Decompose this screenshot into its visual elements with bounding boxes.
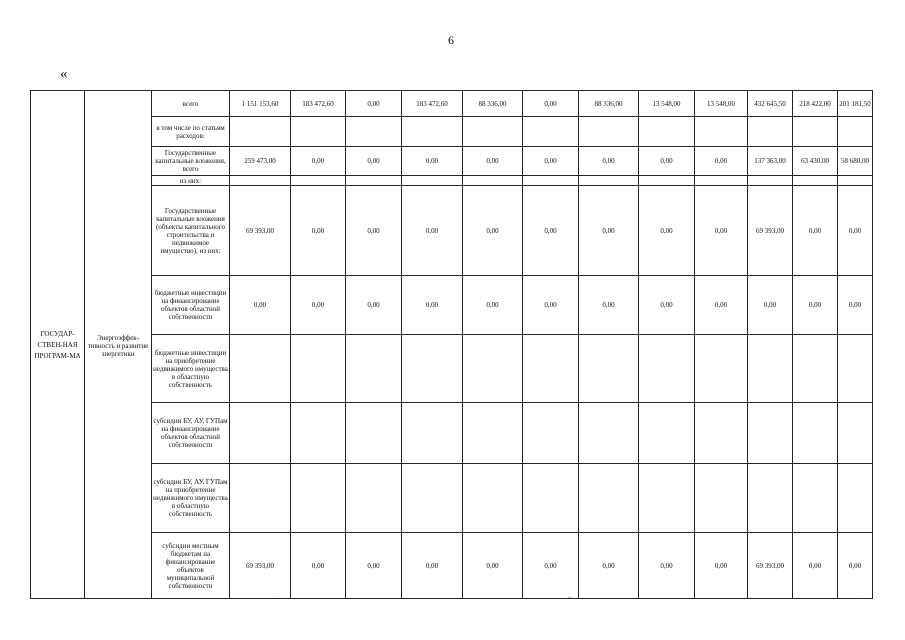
value-cell: 137 363,00 <box>748 147 793 176</box>
value-cell <box>793 335 838 403</box>
value-cell: 0,00 <box>346 147 402 176</box>
value-cell: 1 151 153,60 <box>230 91 291 117</box>
value-cell: 0,00 <box>793 186 838 276</box>
value-cell <box>291 335 346 403</box>
value-cell <box>346 335 402 403</box>
table-row <box>31 147 873 176</box>
value-cell: 13 548,00 <box>639 91 695 117</box>
value-cell <box>639 117 695 147</box>
value-cell <box>402 176 463 186</box>
value-cell <box>346 117 402 147</box>
table-row <box>31 91 873 117</box>
table-row <box>31 186 873 276</box>
value-cell <box>346 176 402 186</box>
value-cell: 0,00 <box>695 186 748 276</box>
value-cell <box>523 335 579 403</box>
value-cell: 0,00 <box>463 276 523 335</box>
value-cell: 0,00 <box>579 147 639 176</box>
value-cell: 0,00 <box>523 186 579 276</box>
value-cell <box>523 464 579 533</box>
table-row <box>31 403 873 464</box>
value-cell <box>793 464 838 533</box>
value-cell: 58 680,00 <box>838 147 873 176</box>
value-cell: 0,00 <box>695 533 748 599</box>
value-cell <box>402 464 463 533</box>
value-cell: 0,00 <box>639 533 695 599</box>
value-cell <box>346 464 402 533</box>
value-cell <box>523 176 579 186</box>
value-cell: 0,00 <box>523 91 579 117</box>
value-cell: 0,00 <box>230 276 291 335</box>
page-number: 6 <box>448 33 454 47</box>
value-cell <box>748 464 793 533</box>
value-cell: 218 422,00 <box>793 91 838 117</box>
row-label: в том числе по статьям расходов: <box>152 117 230 147</box>
value-cell <box>402 403 463 464</box>
value-cell <box>291 176 346 186</box>
value-cell <box>230 464 291 533</box>
value-cell: 0,00 <box>291 533 346 599</box>
value-cell: 0,00 <box>695 147 748 176</box>
row-label: субсидии БУ, АУ, ГУПам на приобретение недвижимого имущества в областную собственность <box>152 464 230 533</box>
value-cell <box>695 403 748 464</box>
value-cell <box>579 117 639 147</box>
value-cell <box>748 335 793 403</box>
value-cell <box>695 117 748 147</box>
value-cell: 0,00 <box>346 276 402 335</box>
value-cell <box>748 176 793 186</box>
value-cell <box>579 176 639 186</box>
value-cell <box>579 464 639 533</box>
value-cell <box>639 335 695 403</box>
value-cell: 432 645,50 <box>748 91 793 117</box>
row-label: бюджетные инвестиции на финансирование объектов областной собственности <box>152 276 230 335</box>
value-cell: 0,00 <box>291 147 346 176</box>
value-cell <box>291 403 346 464</box>
value-cell <box>230 335 291 403</box>
value-cell: 0,00 <box>838 533 873 599</box>
value-cell: 183 472,60 <box>291 91 346 117</box>
value-cell: 0,00 <box>838 276 873 335</box>
value-cell: 13 548,00 <box>695 91 748 117</box>
budget-table <box>30 90 873 599</box>
table-row <box>31 533 873 599</box>
value-cell <box>639 464 695 533</box>
row-label: субсидии местным бюджетам на финансирование объектов муниципальной собственности <box>152 533 230 599</box>
value-cell: 0,00 <box>346 91 402 117</box>
value-cell <box>838 403 873 464</box>
table-row <box>31 464 873 533</box>
value-cell: 69 393,00 <box>230 533 291 599</box>
value-cell <box>748 117 793 147</box>
value-cell: 0,00 <box>291 186 346 276</box>
value-cell: 0,00 <box>793 276 838 335</box>
value-cell <box>402 335 463 403</box>
value-cell <box>695 464 748 533</box>
value-cell <box>523 403 579 464</box>
value-cell: 0,00 <box>579 276 639 335</box>
value-cell <box>639 176 695 186</box>
value-cell <box>695 176 748 186</box>
value-cell: 69 393,00 <box>748 533 793 599</box>
value-cell: 0,00 <box>639 186 695 276</box>
opening-quote: « <box>60 66 68 82</box>
value-cell: 0,00 <box>402 186 463 276</box>
value-cell: 0,00 <box>579 533 639 599</box>
value-cell <box>579 403 639 464</box>
value-cell: 0,00 <box>402 533 463 599</box>
value-cell: 88 336,00 <box>463 91 523 117</box>
table-row <box>31 276 873 335</box>
value-cell <box>463 464 523 533</box>
value-cell <box>838 176 873 186</box>
row-label: Государственные капитальные вложения (объекты капитального строительства и недвижимое имущество), из них: <box>152 186 230 276</box>
value-cell <box>639 403 695 464</box>
value-cell: 88 336,00 <box>579 91 639 117</box>
value-cell <box>463 176 523 186</box>
value-cell <box>793 403 838 464</box>
scan-mark: ~ <box>568 594 572 602</box>
value-cell <box>402 117 463 147</box>
table-row <box>31 176 873 186</box>
value-cell: 69 393,00 <box>230 186 291 276</box>
row-label: субсидии БУ, АУ, ГУПам на финансирование объектов областной собственности <box>152 403 230 464</box>
row-label: всего <box>152 91 230 117</box>
value-cell <box>463 403 523 464</box>
value-cell <box>463 335 523 403</box>
value-cell <box>523 117 579 147</box>
value-cell: 0,00 <box>291 276 346 335</box>
program-type-cell: ГОСУДАР-СТВЕН-НАЯ ПРОГРАМ-МА <box>31 91 85 599</box>
value-cell: 0,00 <box>579 186 639 276</box>
table-row <box>31 117 873 147</box>
value-cell: 0,00 <box>748 276 793 335</box>
value-cell <box>579 335 639 403</box>
value-cell: 0,00 <box>346 533 402 599</box>
value-cell <box>463 117 523 147</box>
value-cell: 0,00 <box>639 147 695 176</box>
table-row <box>31 335 873 403</box>
row-label: бюджетные инвестиции на приобретение недвижимого имущества в областную собственность <box>152 335 230 403</box>
value-cell: 69 393,00 <box>748 186 793 276</box>
value-cell: 0,00 <box>523 533 579 599</box>
value-cell <box>838 117 873 147</box>
value-cell: 0,00 <box>793 533 838 599</box>
value-cell <box>346 403 402 464</box>
scan-mark: - <box>858 594 861 602</box>
value-cell: 201 181,50 <box>838 91 873 117</box>
value-cell: 0,00 <box>838 186 873 276</box>
value-cell <box>838 464 873 533</box>
value-cell <box>230 403 291 464</box>
value-cell: 0,00 <box>402 147 463 176</box>
value-cell: 0,00 <box>523 276 579 335</box>
value-cell: 0,00 <box>463 147 523 176</box>
value-cell <box>291 464 346 533</box>
row-label: Государственные капитальные вложения, всего <box>152 147 230 176</box>
value-cell: 0,00 <box>463 186 523 276</box>
value-cell: 0,00 <box>463 533 523 599</box>
value-cell <box>793 176 838 186</box>
value-cell <box>838 335 873 403</box>
value-cell <box>695 335 748 403</box>
value-cell: 183 472,60 <box>402 91 463 117</box>
value-cell: 63 430,00 <box>793 147 838 176</box>
value-cell <box>230 117 291 147</box>
value-cell: 0,00 <box>639 276 695 335</box>
value-cell <box>291 117 346 147</box>
program-name-cell: Энергоэффек-тивность и развитие энергетики <box>85 91 152 599</box>
row-label: из них: <box>152 176 230 186</box>
value-cell: 259 473,00 <box>230 147 291 176</box>
value-cell <box>230 176 291 186</box>
value-cell: 0,00 <box>346 186 402 276</box>
value-cell: 0,00 <box>695 276 748 335</box>
value-cell: 0,00 <box>523 147 579 176</box>
value-cell <box>793 117 838 147</box>
scan-mark: - <box>279 594 282 602</box>
value-cell <box>748 403 793 464</box>
value-cell: 0,00 <box>402 276 463 335</box>
